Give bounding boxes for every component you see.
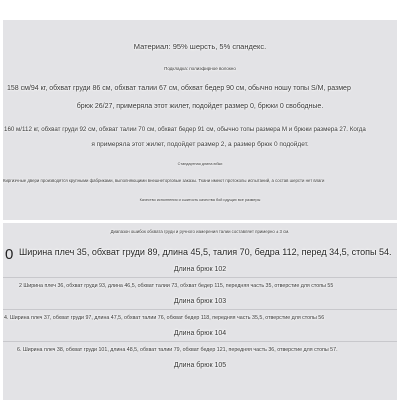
measurement-error-note: Диапазон ошибок обхвата груди и ручного измерения талии составляет примерно ± 3 см.: [110, 229, 290, 234]
size-6-pants-length: Длина брюк 105: [173, 362, 227, 369]
size-2-measurements: 2 Ширина плеч 36, обхват груди 93, длина 46,5, обхват талии 73, обхват бедер 115, передняя часть 35, отверстие для стопы 55: [19, 283, 334, 289]
quality-footer-note: Качество исполнения и сшитость качества бой идущих все размеры: [139, 198, 261, 202]
lining-text: Подкладка: полиэфирное волокно: [164, 66, 236, 71]
size-0-measurements: Ширина плеч 35, обхват груди 89, длина 45,5, талия 70, бедра 112, перед 34,5, стопы 54.: [19, 247, 392, 257]
size-6-measurements: 6. Ширина плеч 38, обхват груди 101, длина 48,5, обхват талии 79, обхват бедер 121, передняя часть 36, отверстие для стопы 57.: [17, 347, 338, 353]
review-1-line-1: 158 см/94 кг, обхват груди 86 см, обхват талии 67 см, обхват бедер 90 см, обычно ношу топы S/M, размер: [7, 85, 351, 92]
divider: [3, 309, 397, 310]
size-chart-panel: [3, 223, 397, 400]
size-4-pants-length: Длина брюк 104: [173, 330, 227, 337]
divider: [3, 341, 397, 342]
size-4-measurements: 4. Ширина плеч 37, обхват груди 97, длина 47,5, обхват талии 76, обхват бедер 118, передняя часть 35,5, отверстие для стопы 56: [4, 315, 325, 321]
divider: [3, 277, 397, 278]
review-2-line-2: я примеряла этот жилет, подойдет размер 2, а размер брюк 0 подойдет.: [91, 141, 309, 148]
product-info-panel: [3, 20, 397, 220]
review-1-line-2: брюк 26/27, примеряла этот жилет, подойдет размер 0, брюки 0 свободные.: [76, 103, 324, 110]
skirt-length-caption: Стандартная длина юбки: [177, 162, 223, 166]
size-2-pants-length: Длина брюк 103: [173, 298, 227, 305]
size-0-label: 0: [5, 246, 14, 263]
review-2-line-1: 160 м/112 кг, обхват груди 92 см, обхват талии 70 см, обхват бедер 91 см, обычно топы размера M и брюки размера 27. Когда: [4, 126, 366, 133]
fabric-note: Киргизчные двери производятся крупными фабриками, выполняющими внешнеторговые заказы. Ткани имеют протоколы испытаний, а состав шерсти нет влаги: [3, 178, 325, 183]
size-0-pants-length: Длина брюк 102: [173, 266, 227, 273]
material-text: Материал: 95% шерсть, 5% спандекс.: [133, 42, 267, 51]
